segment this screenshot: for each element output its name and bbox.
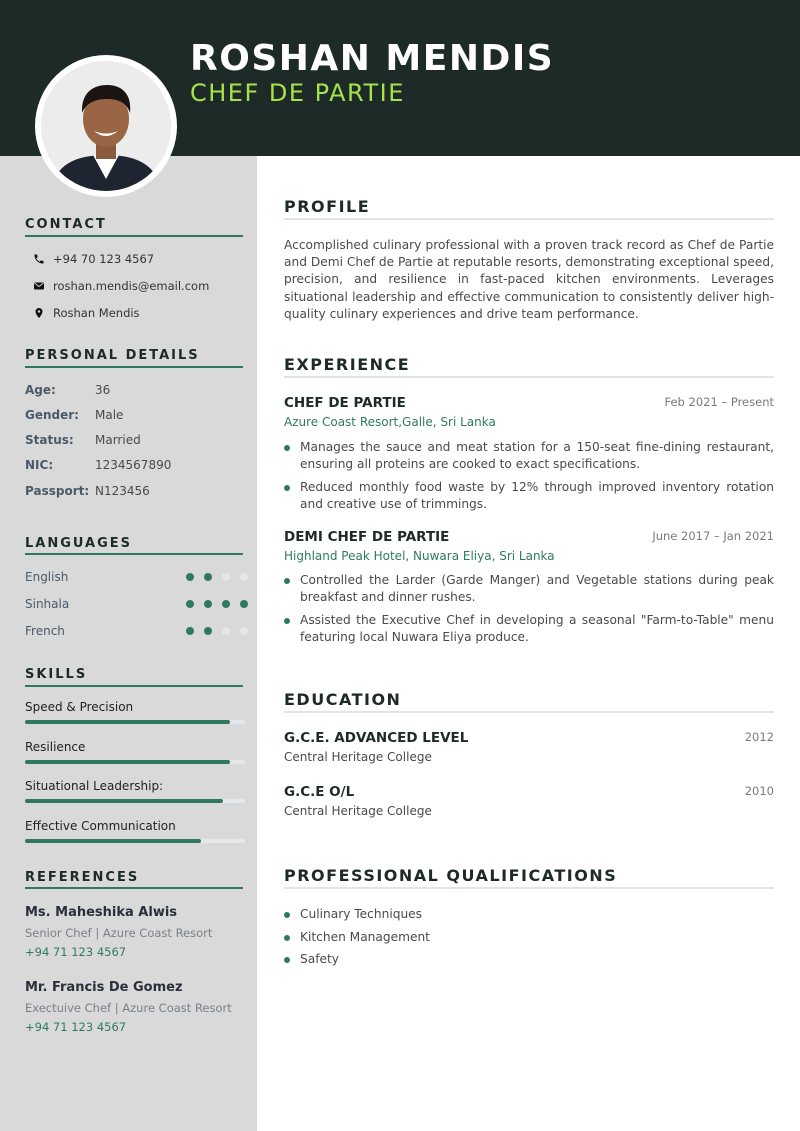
reference-name: Ms. Maheshika Alwis — [25, 905, 178, 920]
bullet-dot-icon — [284, 485, 290, 491]
skill-bar-fill — [25, 760, 230, 764]
level-dot-empty — [240, 627, 248, 635]
level-dot-empty — [240, 573, 248, 581]
job-dates: June 2017 – Jan 2021 — [652, 529, 774, 543]
personal-label: NIC: — [25, 458, 54, 472]
education-year: 2012 — [744, 730, 774, 744]
qualification-text: Kitchen Management — [300, 930, 430, 944]
personal-value: N123456 — [95, 484, 150, 498]
level-dot-filled — [186, 573, 194, 581]
skills-heading: SKILLS — [25, 667, 88, 682]
skill-name: Resilience — [25, 740, 86, 754]
skill-bar-fill — [25, 839, 201, 843]
contact-email-text: roshan.mendis@email.com — [53, 279, 210, 293]
references-divider — [25, 887, 243, 889]
language-row — [25, 624, 245, 638]
level-dot-filled — [204, 627, 212, 635]
contact-location-text: Roshan Mendis — [53, 306, 140, 320]
personal-label: Status: — [25, 433, 74, 447]
skill-bar-fill — [25, 799, 223, 803]
level-dot-filled — [204, 573, 212, 581]
personal-value: 36 — [95, 383, 111, 397]
reference-role: Senior Chef | Azure Coast Resort — [25, 926, 213, 940]
location-pin-icon — [33, 307, 45, 319]
personal-label: Gender: — [25, 408, 79, 422]
reference-name: Mr. Francis De Gomez — [25, 980, 183, 995]
job-position-title: CHEF DE PARTIE — [284, 395, 406, 411]
job-dates: Feb 2021 – Present — [664, 395, 774, 409]
personal-value: 1234567890 — [95, 458, 172, 472]
languages-heading: LANGUAGES — [25, 536, 133, 551]
skill-bar-fill — [25, 720, 230, 724]
email-icon — [33, 280, 45, 292]
skill-bar-track — [25, 839, 245, 843]
job-employer: Azure Coast Resort,Galle, Sri Lanka — [284, 415, 496, 429]
bullet-dot-icon — [284, 578, 290, 584]
language-level-dots — [186, 573, 258, 581]
personal-value: Married — [95, 433, 141, 447]
education-divider — [284, 711, 774, 713]
contact-divider — [25, 235, 243, 237]
language-row — [25, 570, 245, 584]
skill-bar-track — [25, 720, 245, 724]
experience-divider — [284, 376, 774, 378]
job-position-title: DEMI CHEF DE PARTIE — [284, 529, 450, 545]
skill-item — [25, 700, 245, 714]
profile-photo-frame — [35, 55, 177, 197]
qualification-text: Safety — [300, 952, 339, 966]
job-title: CHEF DE PARTIE — [190, 79, 405, 107]
education-year: 2010 — [744, 784, 774, 798]
skill-name: Effective Communication — [25, 819, 176, 833]
education-school: Central Heritage College — [284, 750, 432, 764]
qualifications-divider — [284, 887, 774, 889]
phone-icon — [33, 253, 45, 265]
bullet-dot-icon — [284, 912, 290, 918]
contact-phone-text: +94 70 123 4567 — [53, 252, 155, 266]
bullet-dot-icon — [284, 935, 290, 941]
qualifications-heading: PROFESSIONAL QUALIFICATIONS — [284, 866, 618, 885]
level-dot-empty — [222, 573, 230, 581]
job-bullet — [284, 479, 774, 513]
skill-name: Speed & Precision — [25, 700, 134, 714]
level-dot-filled — [222, 600, 230, 608]
job-bullet-text: Reduced monthly food waste by 12% through improved inventory rotation and creative use of trimmings. — [300, 480, 774, 512]
education-school: Central Heritage College — [284, 804, 432, 818]
skill-bar-track — [25, 799, 245, 803]
job-bullet-text: Controlled the Larder (Garde Manger) and Vegetable stations during peak breakfast and dinner rushes. — [300, 573, 774, 605]
level-dot-filled — [186, 600, 194, 608]
profile-summary: Accomplished culinary professional with a proven track record as Chef de Partie and Demi Chef de Partie at reputable resorts, demonstrating exceptional speed, precision, and resilience in fast-paced kitchen environments. Leverages situational leadership and effective communication to consistently deliver high-quality culinary experiences and drive team performance. — [284, 238, 774, 321]
reference-phone[interactable]: +94 71 123 4567 — [25, 945, 127, 959]
personal-label: Age: — [25, 383, 56, 397]
reference-role: Exectuive Chef | Azure Coast Resort — [25, 1001, 232, 1015]
qualification-item — [284, 952, 339, 966]
language-level-dots — [186, 600, 258, 608]
profile-divider — [284, 218, 774, 220]
qualification-item — [284, 930, 430, 944]
candidate-name: ROSHAN MENDIS — [190, 38, 555, 79]
job-bullet-text: Manages the sauce and meat station for a 150-seat fine-dining restaurant, ensuring all proteins are cooked to exact specifications. — [300, 440, 774, 472]
skills-divider — [25, 685, 243, 687]
job-bullet-text: Assisted the Executive Chef in developing a seasonal "Farm-to-Table" menu featuring local Nuwara Eliya produce. — [300, 613, 774, 645]
person-avatar-icon — [41, 61, 171, 191]
qualification-item — [284, 907, 422, 921]
personal-value: Male — [95, 408, 124, 422]
job-employer: Highland Peak Hotel, Nuwara Eliya, Sri Lanka — [284, 549, 555, 563]
skill-item — [25, 819, 245, 833]
reference-phone[interactable]: +94 71 123 4567 — [25, 1020, 127, 1034]
education-title: G.C.E. ADVANCED LEVEL — [284, 730, 469, 746]
personal-details-heading: PERSONAL DETAILS — [25, 348, 200, 363]
skill-item — [25, 740, 245, 754]
bullet-dot-icon — [284, 957, 290, 963]
job-bullet — [284, 439, 774, 473]
language-name: Sinhala — [25, 597, 70, 611]
level-dot-filled — [204, 600, 212, 608]
level-dot-empty — [222, 627, 230, 635]
skill-name: Situational Leadership: — [25, 779, 164, 793]
personal-details-divider — [25, 366, 243, 368]
bullet-dot-icon — [284, 445, 290, 451]
language-level-dots — [186, 627, 258, 635]
job-bullet — [284, 612, 774, 646]
personal-label: Passport: — [25, 484, 90, 498]
references-heading: REFERENCES — [25, 870, 140, 885]
job-bullet — [284, 572, 774, 606]
qualification-text: Culinary Techniques — [300, 907, 423, 921]
language-row — [25, 597, 245, 611]
experience-heading: EXPERIENCE — [284, 355, 411, 374]
education-title: G.C.E O/L — [284, 784, 355, 800]
bullet-dot-icon — [284, 618, 290, 624]
contact-email[interactable] — [33, 279, 209, 293]
profile-heading: PROFILE — [284, 197, 371, 216]
skill-item — [25, 779, 245, 793]
language-name: French — [25, 624, 65, 638]
languages-divider — [25, 553, 243, 555]
contact-location — [33, 306, 140, 320]
profile-photo — [41, 61, 171, 191]
skill-bar-track — [25, 760, 245, 764]
language-name: English — [25, 570, 69, 584]
contact-phone[interactable] — [33, 252, 154, 266]
education-heading: EDUCATION — [284, 690, 402, 709]
contact-heading: CONTACT — [25, 217, 107, 232]
level-dot-filled — [186, 627, 194, 635]
level-dot-filled — [240, 600, 248, 608]
